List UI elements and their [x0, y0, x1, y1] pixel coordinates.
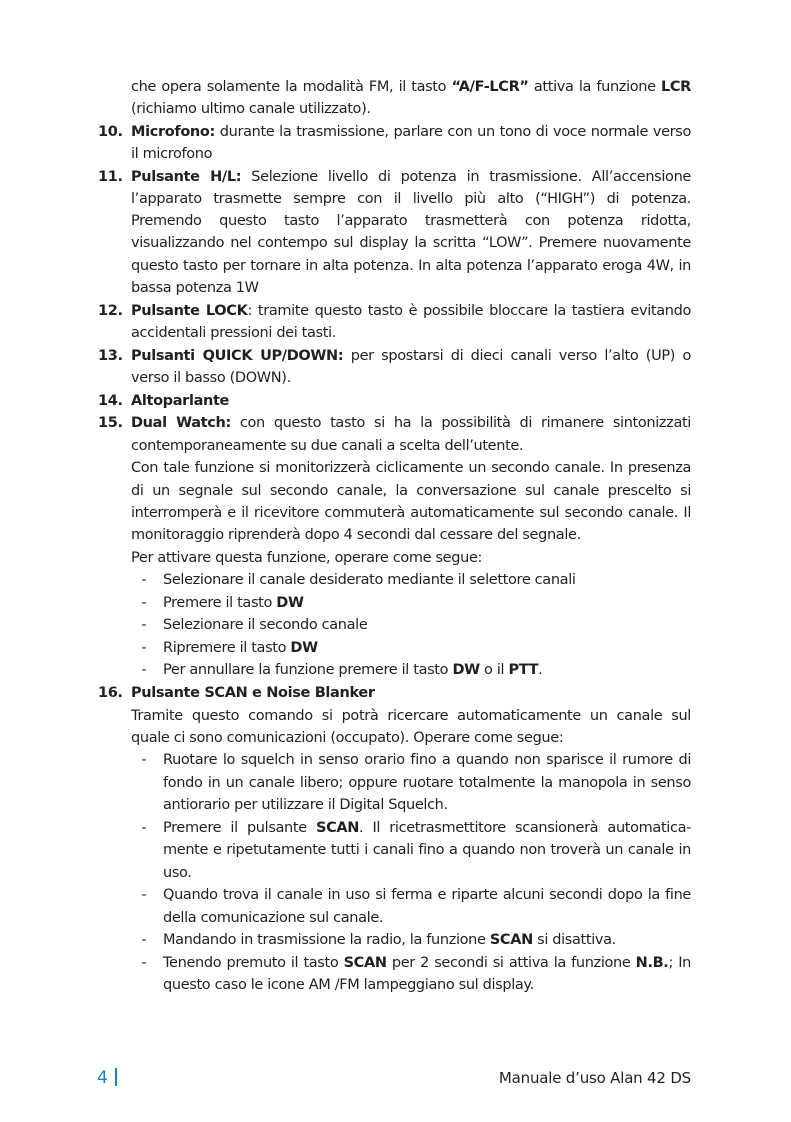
text-span: Ruotare lo squelch in senso orario fino a quando non sparisce il rumore di — [163, 752, 691, 768]
text-span: ; In — [668, 955, 691, 971]
bullet-dash: - — [141, 640, 147, 656]
text-span: mente e ripetutamente tutti i canali fino a quando non troverà un canale in — [163, 842, 691, 858]
text-span: . — [538, 662, 543, 678]
bullet-dash: - — [141, 955, 147, 971]
bullet-dash: - — [141, 887, 147, 903]
text-line — [131, 166, 691, 188]
bullet-dash: - — [141, 820, 147, 836]
text-span: Tramite questo comando si potrà ricercare automaticamente un canale sul — [131, 708, 691, 724]
bold-text: DW — [290, 640, 318, 656]
text-line — [131, 705, 691, 727]
bold-text: Pulsanti QUICK UP/DOWN: — [131, 348, 344, 364]
text-span: Mandando in trasmissione la radio, la funzione — [163, 932, 490, 948]
bold-text: SCAN — [316, 820, 360, 836]
text-span: fondo in un canale libero; oppure ruotare totalmente la manopola in senso — [163, 775, 691, 791]
bold-text: Altoparlante — [131, 393, 230, 409]
text-line — [131, 188, 691, 210]
text-span: Selezionare il secondo canale — [163, 617, 368, 633]
text-line — [163, 817, 691, 839]
text-span: Per annullare la funzione premere il tasto — [163, 662, 453, 678]
text-span: della comunicazione sul canale. — [163, 910, 384, 926]
text-line — [131, 547, 691, 569]
list-number: 13. — [98, 348, 123, 364]
text-span: durante la trasmissione, parlare con un tono di voce normale verso — [214, 124, 691, 140]
text-span: visualizzando nel contempo sul display la scritta “LOW”. Premere nuovamente — [131, 235, 691, 251]
text-span: Premere il tasto — [163, 595, 277, 611]
text-line — [163, 952, 691, 974]
text-line — [163, 839, 691, 861]
list-number: 16. — [98, 685, 123, 701]
bullet-dash: - — [141, 752, 147, 768]
list-number: 14. — [98, 393, 123, 409]
text-span: l’apparato trasmette sempre con il livello più alto (“HIGH”) di potenza. — [131, 191, 691, 207]
text-span: o il — [479, 662, 509, 678]
text-line — [163, 637, 691, 659]
text-line — [131, 480, 691, 502]
bold-text: DW — [276, 595, 304, 611]
text-line — [163, 749, 691, 771]
text-span: (richiamo ultimo canale utilizzato). — [131, 101, 371, 117]
text-line — [131, 457, 691, 479]
text-line — [131, 682, 691, 704]
text-line — [163, 614, 691, 636]
text-span: il microfono — [131, 146, 213, 162]
bullet-dash: - — [141, 617, 147, 633]
text-line — [131, 277, 691, 299]
bold-text: Pulsante LOCK — [131, 303, 248, 319]
text-span: Ripremere il tasto — [163, 640, 291, 656]
text-line — [131, 210, 691, 232]
text-span: Quando trova il canale in uso si ferma e riparte alcuni secondi dopo la fine — [163, 887, 691, 903]
text-line — [163, 772, 691, 794]
list-number: 15. — [98, 415, 123, 431]
list-number: 11. — [98, 169, 123, 185]
bold-text: PTT — [508, 662, 539, 678]
bold-text: Pulsante H/L: — [131, 169, 242, 185]
list-number: 10. — [98, 124, 123, 140]
text-line — [131, 435, 691, 457]
text-span: quale ci sono comunicazioni (occupato). Operare come segue: — [131, 730, 564, 746]
text-line — [131, 524, 691, 546]
text-span: con questo tasto si ha la possibilità di rimanere sintonizzati — [230, 415, 691, 431]
bullet-dash: - — [141, 595, 147, 611]
text-line — [131, 727, 691, 749]
text-span: Selezione livello di potenza in trasmissione. All’accensione — [241, 169, 691, 185]
text-span: monitoraggio riprenderà dopo 4 secondi dal cessare del segnale. — [131, 527, 581, 543]
text-span: Con tale funzione si monitorizzerà ciclicamente un secondo canale. In presenza — [131, 460, 691, 476]
text-line — [131, 232, 691, 254]
text-span: Selezionare il canale desiderato mediante il selettore canali — [163, 572, 576, 588]
text-line — [163, 884, 691, 906]
bold-text: Pulsante SCAN e Noise Blanker — [131, 685, 375, 701]
text-span: Per attivare questa funzione, operare come segue: — [131, 550, 483, 566]
text-span: contemporaneamente su due canali a scelta dell’utente. — [131, 438, 524, 454]
text-line — [131, 502, 691, 524]
text-span: di un segnale sul secondo canale, la conversazione sul canale prescelto si — [131, 483, 691, 499]
text-line — [131, 390, 691, 412]
text-line — [131, 121, 691, 143]
bold-text: Microfono: — [131, 124, 215, 140]
text-line — [163, 929, 691, 951]
bullet-dash: - — [141, 662, 147, 678]
text-line — [131, 412, 691, 434]
text-span: bassa potenza 1W — [131, 280, 259, 296]
list-number: 12. — [98, 303, 123, 319]
text-span: Premendo questo tasto l’apparato trasmetterà con potenza ridotta, — [131, 213, 691, 229]
bold-text: SCAN — [489, 932, 533, 948]
bold-text: DW — [452, 662, 480, 678]
text-span: Tenendo premuto il tasto — [163, 955, 344, 971]
text-span: questo caso le icone AM /FM lampeggiano sul display. — [163, 977, 534, 993]
text-line — [131, 143, 691, 165]
text-line — [131, 322, 691, 344]
text-line — [131, 98, 691, 120]
bold-text: N.B. — [635, 955, 669, 971]
footer-title: Manuale d’uso Alan 42 DS — [498, 1069, 691, 1087]
text-span: accidentali pressioni dei tasti. — [131, 325, 337, 341]
text-line — [163, 907, 691, 929]
text-line — [131, 367, 691, 389]
text-span: uso. — [163, 865, 192, 881]
text-span: . Il ricetrasmettitore scansionerà automatica- — [359, 820, 691, 836]
text-line — [163, 659, 691, 681]
bullet-dash: - — [141, 572, 147, 588]
text-span: per spostarsi di dieci canali verso l’alto (UP) o — [343, 348, 692, 364]
text-span: per 2 secondi si attiva la funzione — [386, 955, 636, 971]
text-span: che opera solamente la modalità FM, il tasto — [131, 79, 452, 95]
text-line — [131, 76, 691, 98]
text-span: Premere il pulsante — [163, 820, 316, 836]
page-number-divider — [115, 1068, 117, 1086]
text-line — [131, 345, 691, 367]
text-span: verso il basso (DOWN). — [131, 370, 291, 386]
text-line — [163, 592, 691, 614]
bold-text: LCR — [661, 79, 691, 95]
bold-text: “A/F-LCR” — [451, 79, 529, 95]
text-span: si disattiva. — [532, 932, 616, 948]
text-span: attiva la funzione — [528, 79, 661, 95]
page-number: 4 — [97, 1068, 108, 1088]
text-line — [163, 794, 691, 816]
text-line — [163, 974, 691, 996]
bullet-dash: - — [141, 932, 147, 948]
bold-text: SCAN — [343, 955, 387, 971]
text-span: questo tasto per tornare in alta potenza. In alta potenza l’apparato eroga 4W, in — [131, 258, 691, 274]
text-line — [163, 569, 691, 591]
text-line — [163, 862, 691, 884]
text-span: : tramite questo tasto è possibile bloccare la tastiera evitando — [247, 303, 691, 319]
text-line — [131, 300, 691, 322]
text-span: antiorario per utilizzare il Digital Squelch. — [163, 797, 448, 813]
bold-text: Dual Watch: — [131, 415, 231, 431]
text-line — [131, 255, 691, 277]
text-span: interromperà e il ricevitore commuterà automaticamente sul secondo canale. Il — [131, 505, 691, 521]
